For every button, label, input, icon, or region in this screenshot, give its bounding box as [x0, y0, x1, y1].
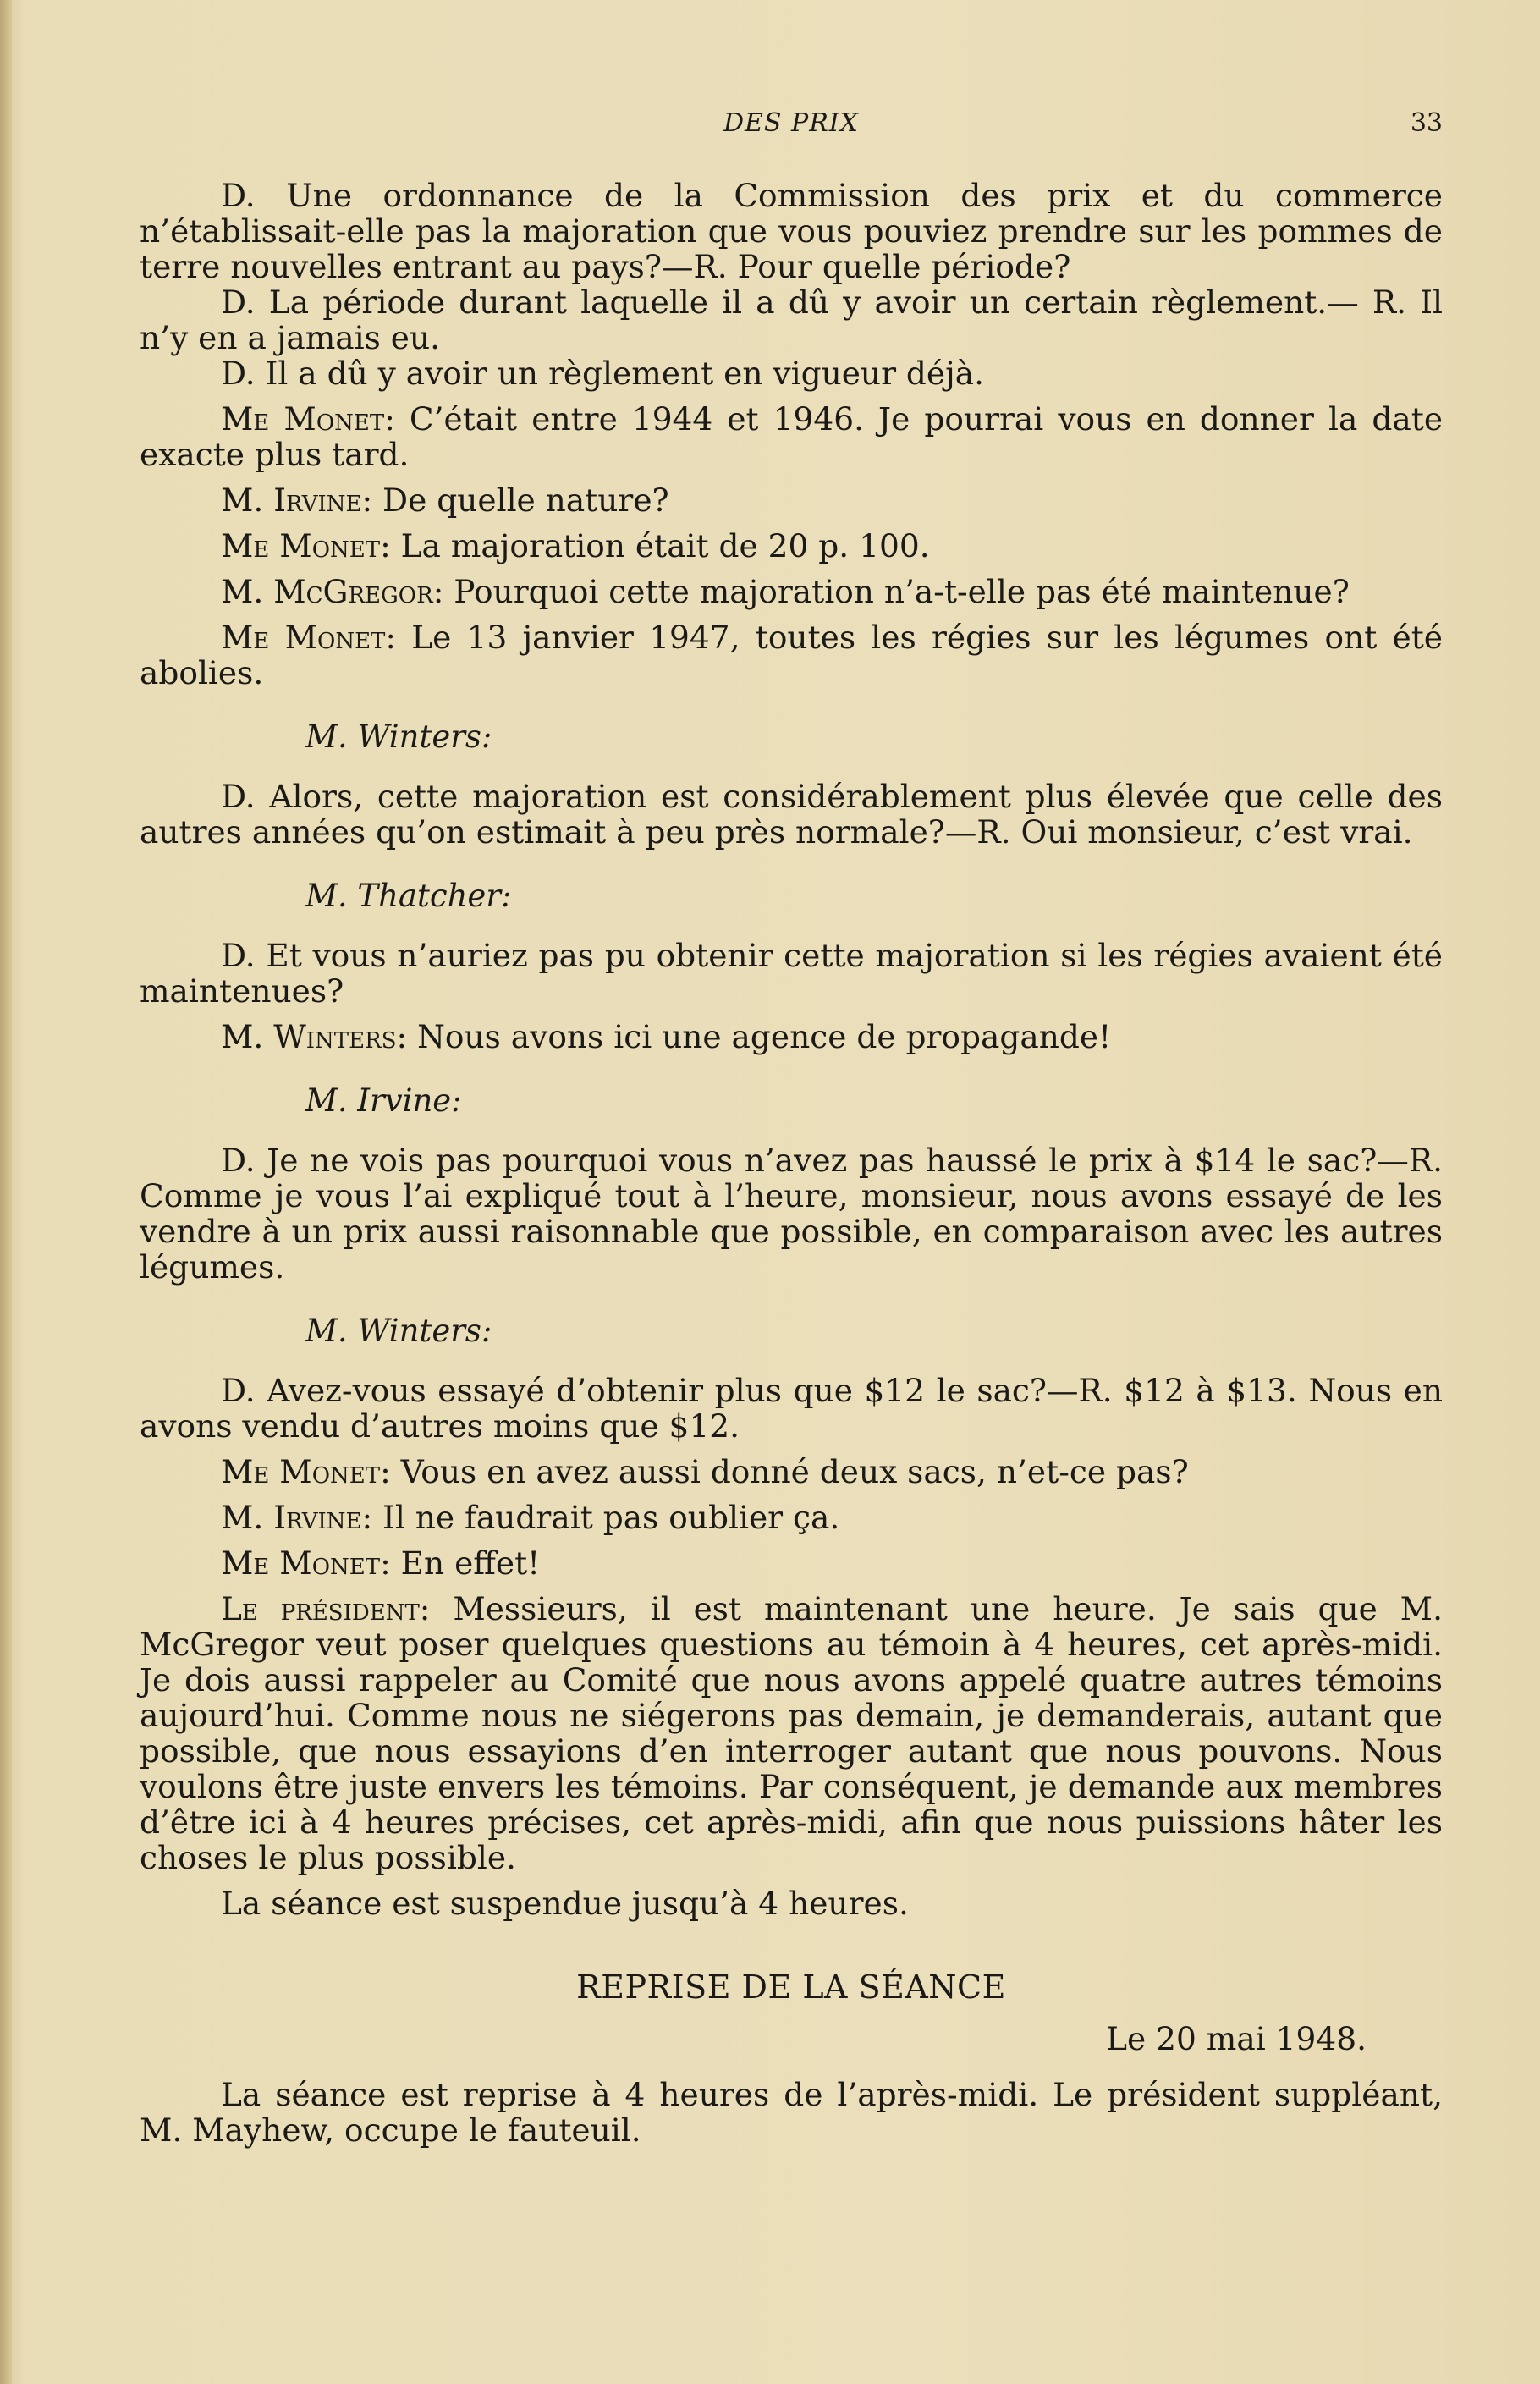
speech-text: La majoration était de 20 p. 100.: [390, 527, 930, 564]
section-title: REPRISE DE LA SÉANCE: [576, 1968, 1006, 2006]
paragraph-monet-4: [140, 1454, 1443, 1489]
speaker-name: M. Irvine:: [221, 482, 373, 519]
paragraph-resumption: La séance est reprise à 4 heures de l’après-midi. Le président suppléant, M. Mayhew, occupe le fauteuil.: [140, 2076, 1443, 2149]
paragraph-question-2: D. La période durant laquelle il a dû y avoir un certain règlement.— R. Il n’y en a jamais eu.: [140, 284, 1443, 356]
speech-text: En effet!: [390, 1544, 541, 1582]
paragraph-winters-1: [140, 1019, 1443, 1054]
speaker-name: Me Monet:: [221, 1544, 391, 1582]
paragraph-question-7: D. Avez-vous essayé d’obtenir plus que $12 le sac?—R. $12 à $13. Nous en avons vendu d’autres moins que $12.: [140, 1372, 1443, 1445]
speech-text: Messieurs, il est maintenant une heure. Je sais que M. McGregor veut poser quelques questions au témoin à 4 heures, cet après-midi. Je dois aussi rappeler au Comité que nous avons appelé quatre autres témoins aujourd’hui. Comme nous ne siégerons pas demain, je demanderais, autant que possible, que nous essayions d’en interroger autant que nous pouvons. Nous voulons être juste envers les témoins. Par conséquent, je demande aux membres d’être ici à 4 heures précises, cet après-midi, afin que nous puissions hâter les choses le plus possible.: [140, 1590, 1443, 1876]
examiner-heading-thatcher: M. Thatcher:: [305, 878, 512, 914]
speaker-name: Le président:: [221, 1590, 431, 1627]
paragraph-monet-3: [140, 619, 1443, 691]
paragraph-monet-2: [140, 528, 1443, 564]
paragraph-question-5: D. Et vous n’auriez pas pu obtenir cette majoration si les régies avaient été maintenues?: [140, 937, 1443, 1010]
page-number: 33: [1410, 108, 1443, 138]
speaker-name: Me Monet:: [221, 527, 391, 564]
speech-text: Vous en avez aussi donné deux sacs, n’et-ce pas?: [390, 1453, 1189, 1490]
page-binding-edge: [0, 0, 12, 2384]
speaker-name: M. Winters:: [221, 1018, 408, 1055]
paragraph-question-4: D. Alors, cette majoration est considérablement plus élevée que celle des autres années qu’on estimait à peu près normale?—R. Oui monsieur, c’est vrai.: [140, 778, 1443, 851]
speech-text: Il ne faudrait pas oublier ça.: [372, 1499, 840, 1536]
paragraph-question-3: D. Il a dû y avoir un règlement en vigueur déjà.: [221, 355, 985, 392]
speech-text: C’était entre 1944 et 1946. Je pourrai vous en donner la date exacte plus tard.: [140, 400, 1444, 473]
speaker-name: M. Irvine:: [221, 1499, 373, 1536]
paragraph-irvine-2: [140, 1500, 1443, 1535]
speech-text: Pourquoi cette majoration n’a-t-elle pas été maintenue?: [443, 573, 1350, 610]
paragraph-monet-5: [140, 1545, 1443, 1581]
speech-text: Nous avons ici une agence de propagande!: [407, 1018, 1112, 1055]
paragraph-question-1: D. Une ordonnance de la Commission des prix et du commerce n’établissait-elle pas la majoration que vous pouviez prendre sur les pommes de terre nouvelles entrant au pays?—R. Pour quelle période?: [140, 177, 1443, 285]
speaker-name: Me Monet:: [221, 619, 397, 656]
page-body: [140, 178, 1443, 2158]
paragraph-adjournment: La séance est suspendue jusqu’à 4 heures.: [221, 1885, 909, 1922]
speech-text: Le 13 janvier 1947, toutes les régies sur les légumes ont été abolies.: [140, 619, 1443, 691]
examiner-heading-winters-2: M. Winters:: [305, 1313, 492, 1349]
examiner-heading-winters: M. Winters:: [305, 719, 492, 755]
paragraph-question-6: D. Je ne vois pas pourquoi vous n’avez pas haussé le prix à $14 le sac?—R. Comme je vous l’ai expliqué tout à l’heure, monsieur, nous avons essayé de les vendre à un prix aussi raisonnable que possible, en comparaison avec les autres légumes.: [140, 1142, 1443, 1286]
page-header: [140, 108, 1443, 149]
speaker-name: Me Monet:: [221, 1453, 391, 1490]
examiner-heading-irvine: M. Irvine:: [305, 1082, 462, 1119]
paragraph-president-1: [140, 1591, 1443, 1875]
paragraph-mcgregor-1: [140, 574, 1443, 609]
running-title: DES PRIX: [723, 108, 860, 138]
dateline: Le 20 mai 1948.: [1106, 2020, 1367, 2057]
speaker-name: M. McGregor:: [221, 573, 444, 610]
speech-text: De quelle nature?: [372, 482, 669, 519]
speaker-name: Me Monet:: [221, 400, 395, 438]
paragraph-irvine-1: [140, 482, 1443, 518]
paragraph-monet-1: [140, 401, 1443, 472]
